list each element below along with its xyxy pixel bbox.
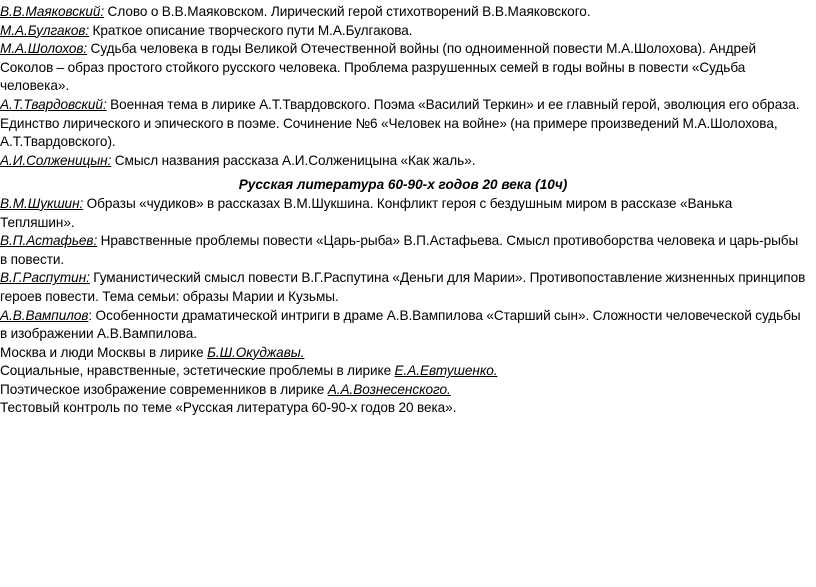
topic-text: Смысл названия рассказа А.И.Солженицына «Как жаль».: [111, 152, 476, 168]
topic-tvardovsky: [0, 96, 806, 152]
author-name: В.В.Маяковский:: [0, 4, 105, 19]
topic-text: Социальные, нравственные, эстетические проблемы в лирике: [0, 363, 395, 379]
topic-astafyev: [0, 232, 806, 269]
topic-text: Образы «чудиков» в рассказах В.М.Шукшина. Конфликт героя с бездушным миром в рассказе «Ванька Тепляшин».: [0, 195, 733, 230]
author-name: А.В.Вампилов: [0, 307, 89, 323]
topic-text: Гуманистический смысл повести В.Г.Распутина «Деньги для Марии». Противопоставление жизненных принципов героев повести. Тема семьи: образы Марии и Кузьмы.: [0, 270, 806, 304]
author-name: В.Г.Распутин:: [0, 270, 90, 286]
section-heading: Русская литература 60-90-х годов 20 века (10ч): [238, 177, 568, 193]
author-name: М.А.Шолохов:: [0, 41, 88, 57]
topic-solzhenitsyn: [0, 152, 806, 171]
topic-shukshin: [0, 195, 806, 232]
topic-sholokhov: [0, 40, 806, 96]
topic-rasputin: [0, 269, 806, 306]
topic-yevtushenko: [0, 362, 806, 381]
author-name: А.А.Вознесенского.: [327, 381, 451, 397]
topic-mayakovsky: [0, 3, 806, 22]
topic-text: Судьба человека в годы Великой Отечественной войны (по одноименной повести М.А.Шолохова). Андрей Соколов – образ простого стойкого русского человека. Проблема разрушенных семей в годы войны в повести «Судьба человека».: [0, 41, 757, 94]
author-name: А.И.Солженицын:: [0, 152, 112, 168]
topic-text: Поэтическое изображение современников в лирике: [0, 381, 328, 397]
topic-text: Нравственные проблемы повести «Царь-рыба» В.П.Астафьева. Смысл противоборства человека и царь-рыбы в повести.: [0, 233, 799, 267]
test-control-line: Тестовый контроль по теме «Русская литература 60-90-х годов 20 века».: [0, 400, 457, 416]
author-name: Е.А.Евтушенко.: [394, 363, 498, 379]
topic-okudzhava: [0, 344, 806, 363]
author-name: В.М.Шукшин:: [0, 195, 84, 211]
topic-bulgakov: [0, 22, 806, 41]
author-name: Б.Ш.Окуджавы.: [207, 344, 305, 360]
topic-text: Москва и люди Москвы в лирике: [0, 344, 208, 360]
author-name: В.П.Астафьев:: [0, 233, 98, 249]
topic-text: Слово о В.В.Маяковском. Лирический герой стихотворений В.В.Маяковского.: [104, 4, 591, 19]
topic-vampilov: [0, 307, 806, 344]
topic-text: Военная тема в лирике А.Т.Твардовского. Поэма «Василий Теркин» и ее главный герой, эволюция его образа. Единство лирического и эпического в поэме. Сочинение №6 «Человек на войне» (на примере произведений М.А.Шолохова, А.Т.Твардовского).: [0, 96, 800, 150]
topic-text: Краткое описание творческого пути М.А.Булгакова.: [89, 22, 413, 38]
topic-voznesensky: [0, 381, 806, 400]
topic-text: : Особенности драматической интриги в драме А.В.Вампилова «Старший сын». Сложности человеческой судьбы в изображении А.В.Вампилова.: [0, 307, 801, 342]
author-name: А.Т.Твардовский:: [0, 96, 107, 112]
author-name: М.А.Булгаков:: [0, 22, 90, 38]
